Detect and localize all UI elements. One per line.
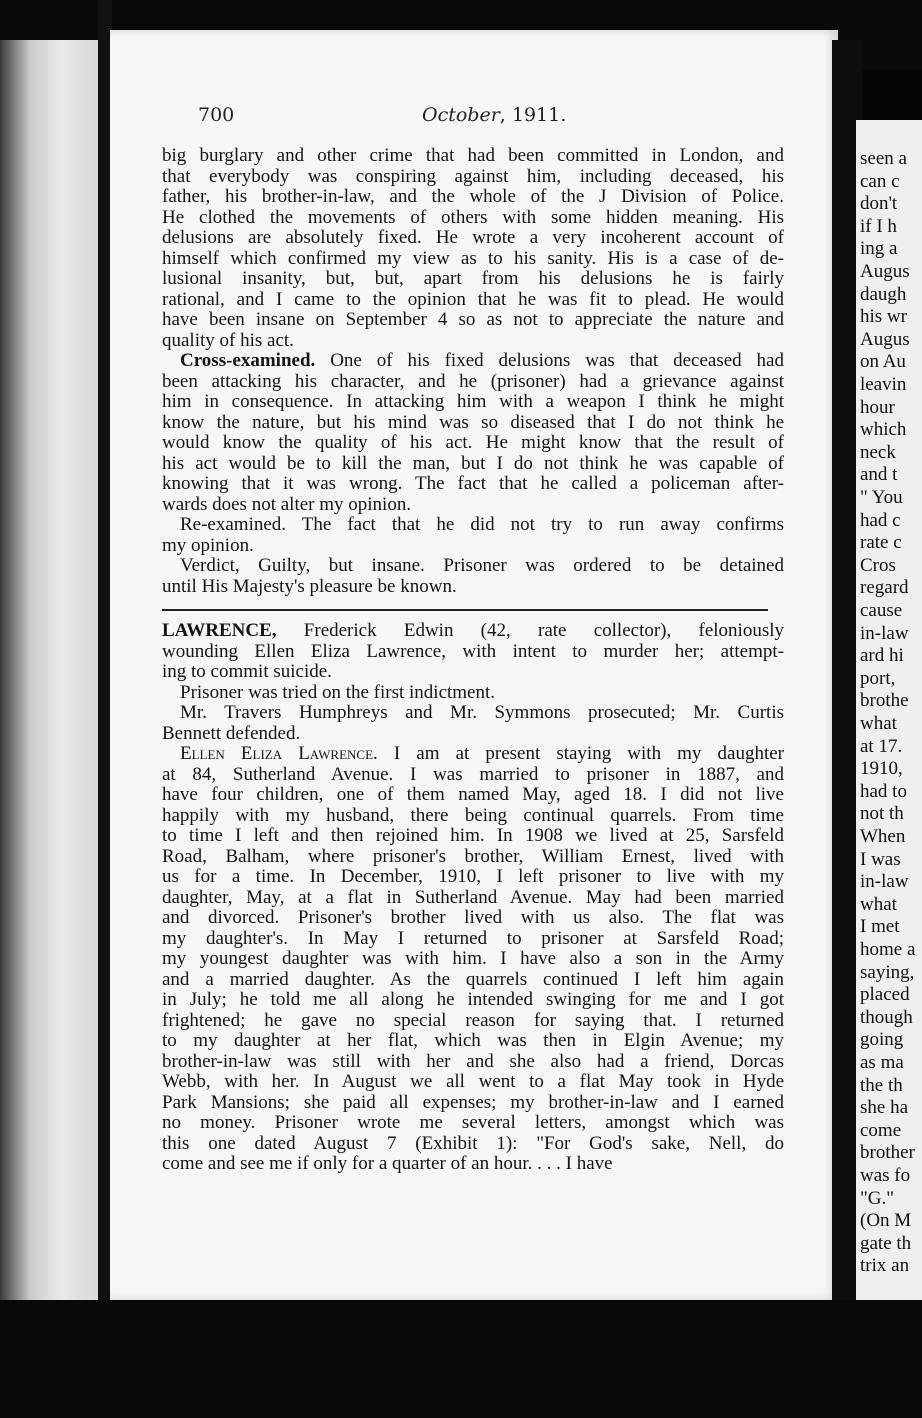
facing-page-line: I was xyxy=(860,848,901,870)
line-text: big burglary and other crime that had been committed in London, and xyxy=(162,145,784,166)
line-text: Webb, with her. In August we all went to a flat May took in Hyde xyxy=(162,1071,784,1092)
facing-page-line: if I h xyxy=(860,215,897,237)
facing-page-line: trix an xyxy=(860,1255,910,1277)
text-line xyxy=(162,290,784,311)
line-text: and a married daughter. As the quarrels continued I left him again xyxy=(162,968,784,990)
facing-page-line: gate th xyxy=(860,1232,912,1254)
facing-page-line: which xyxy=(860,419,907,441)
line-text: knowing that it was wrong. The fact that he called a policeman after- xyxy=(162,473,784,494)
text-line xyxy=(162,1113,784,1134)
facing-page-line: though xyxy=(860,1006,913,1028)
facing-page-line: what xyxy=(860,713,897,734)
line-text: wounding Ellen Eliza Lawrence, with intent to murder her; attempt- xyxy=(162,640,784,662)
line-text: I am at present staying with my daughter xyxy=(377,743,784,764)
facing-page-line: When xyxy=(860,826,906,847)
facing-page-line: on Au xyxy=(860,351,906,373)
page-body-text xyxy=(162,146,784,1175)
facing-page-line: saying, xyxy=(860,961,915,983)
facing-page-line: don't xyxy=(860,193,898,215)
facing-page-line: " You xyxy=(860,487,903,508)
facing-page-line: seen a xyxy=(860,148,907,169)
line-text: to my daughter at her flat, which was then in Elgin Avenue; my xyxy=(162,1030,784,1051)
text-line xyxy=(162,556,784,577)
facing-page-line: regard xyxy=(860,577,909,599)
line-text: father, his brother-in-law, and the whole of the J Division of Police. xyxy=(162,186,784,207)
text-line xyxy=(162,621,784,642)
line-text: Prisoner was tried on the first indictment. xyxy=(180,681,496,703)
text-line xyxy=(162,495,784,516)
line-text: daughter, May, at a flat in Sutherland Avenue. May had been married xyxy=(162,886,784,908)
line-text: wards does not alter my opinion. xyxy=(162,493,412,515)
line-text: Road, Balham, where prisoner's brother, William Ernest, lived with xyxy=(162,845,784,867)
facing-page-line: home a xyxy=(860,939,916,960)
line-text: his act would be to kill the man, but I do not think he was capable of xyxy=(162,452,784,474)
facing-page-line: leavin xyxy=(860,374,907,395)
header-year: , 1911. xyxy=(499,104,567,126)
line-text: Mr. Travers Humphreys and Mr. Symmons prosecuted; Mr. Curtis xyxy=(180,702,784,723)
line-text: rational, and I came to the opinion that he was fit to plead. He would xyxy=(162,288,784,310)
text-line xyxy=(162,847,784,868)
facing-page-line: Augus xyxy=(860,328,910,350)
text-line xyxy=(162,1031,784,1052)
line-text: brother-in-law was still with her and she also had a friend, Dorcas xyxy=(162,1050,784,1072)
text-line xyxy=(162,474,784,495)
text-line xyxy=(162,372,784,393)
previous-page-edge xyxy=(0,40,100,1340)
line-text: happily with my husband, there being continual quarrels. From time xyxy=(162,804,784,826)
line-text: One of his fixed delusions was that deceased had xyxy=(315,350,784,371)
witness-name: Ellen Eliza Lawrence. xyxy=(180,743,378,764)
facing-page-line: rate c xyxy=(860,532,902,554)
line-text: frightened; he gave no special reason for saying that. I returned xyxy=(162,1009,784,1031)
facing-page-line: ing a xyxy=(860,238,898,260)
facing-page-line: had c xyxy=(860,509,901,531)
line-text: Park Mansions; she paid all expenses; my brother-in-law and I earned xyxy=(162,1091,784,1113)
line-text: no money. Prisoner wrote me several letters, amongst which was xyxy=(162,1112,784,1133)
text-line xyxy=(162,826,784,847)
text-line xyxy=(162,392,784,413)
text-line xyxy=(162,269,784,290)
text-line xyxy=(162,187,784,208)
page-number: 700 xyxy=(198,104,235,126)
text-line xyxy=(162,208,784,229)
text-line xyxy=(162,536,784,557)
facing-page-line: Augus xyxy=(860,261,910,282)
facing-page-line: she ha xyxy=(860,1097,909,1119)
line-text: know the nature, but his mind was so diseased that I do not think he xyxy=(162,411,784,433)
facing-page-line: daugh xyxy=(860,283,907,305)
facing-page-line: the th xyxy=(860,1074,903,1096)
text-line xyxy=(162,454,784,475)
line-text: Bennett defended. xyxy=(162,722,301,744)
text-line xyxy=(162,888,784,909)
facing-page-line: Cros xyxy=(860,554,896,576)
text-line xyxy=(162,929,784,950)
line-text: He clothed the movements of others with some hidden meaning. His xyxy=(162,206,784,228)
bold-lead-text: Cross-examined. xyxy=(180,350,316,371)
facing-page-line: cause xyxy=(860,600,903,621)
text-line xyxy=(162,642,784,663)
facing-page-line: port, xyxy=(860,667,896,689)
line-text: this one dated August 7 (Exhibit 1): "For God's sake, Nell, do xyxy=(162,1132,784,1154)
line-text: Verdict, Guilty, but insane. Prisoner was ordered to be detained xyxy=(180,555,784,576)
facing-page-line: (On M xyxy=(860,1210,912,1232)
line-text: my opinion. xyxy=(162,534,254,556)
text-line xyxy=(162,1093,784,1114)
text-line xyxy=(162,949,784,970)
facing-page-line: not th xyxy=(860,803,904,825)
scan-bottom-border xyxy=(0,1300,922,1418)
bold-lead-text: LAWRENCE, xyxy=(162,620,277,641)
text-line xyxy=(162,577,784,598)
text-line xyxy=(162,990,784,1011)
text-line xyxy=(162,1011,784,1032)
line-text: Frederick Edwin (42, rate collector), feloniously xyxy=(276,620,784,641)
facing-page-line: "G." xyxy=(860,1187,894,1209)
line-text: us for a time. In December, 1910, I left prisoner to live with my xyxy=(162,866,784,887)
facing-page-line: at 17. xyxy=(860,735,903,757)
facing-page-line: what xyxy=(860,893,897,915)
text-line xyxy=(162,167,784,188)
facing-page-line: come xyxy=(860,1119,902,1141)
line-text: lusional insanity, but, but, apart from his delusions he is fairly xyxy=(162,268,784,289)
text-line xyxy=(162,331,784,352)
text-line xyxy=(162,413,784,434)
running-title xyxy=(422,104,566,126)
line-text: Re-examined. The fact that he did not try to run away confirms xyxy=(180,514,784,535)
facing-page-line: in-law xyxy=(860,622,909,644)
line-text: quality of his act. xyxy=(162,329,294,351)
facing-page-line: his wr xyxy=(860,306,907,328)
text-line xyxy=(162,765,784,786)
facing-page-line: I met xyxy=(860,916,900,938)
text-line xyxy=(162,1134,784,1155)
line-text: have four children, one of them named May, aged 18. I did not live xyxy=(162,784,784,805)
section-divider-rule xyxy=(162,609,768,611)
facing-page-line: was fo xyxy=(860,1165,911,1186)
facing-page-line: going xyxy=(860,1029,904,1051)
text-line xyxy=(162,970,784,991)
facing-page-line: hour xyxy=(860,396,895,418)
text-line xyxy=(162,515,784,536)
line-text: in July; he told me all along he intended swinging for me and I got xyxy=(162,989,784,1010)
line-text: until His Majesty's pleasure be known. xyxy=(162,575,457,597)
facing-page-line: brothe xyxy=(860,690,909,712)
facing-page-line: can c xyxy=(860,170,900,192)
line-text: and divorced. Prisoner's brother lived with us also. The flat was xyxy=(162,907,784,928)
line-text: my daughter's. In May I returned to prisoner at Sarsfeld Road; xyxy=(162,927,784,949)
line-text: at 84, Sutherland Avenue. I was married to prisoner in 1887, and xyxy=(162,763,784,785)
line-text: been attacking his character, and he (prisoner) had a grievance against xyxy=(162,370,784,392)
text-line xyxy=(162,703,784,724)
facing-page-fragment xyxy=(856,120,922,1300)
line-text: come and see me if only for a quarter of an hour. . . . I have xyxy=(162,1153,613,1174)
text-line xyxy=(162,1072,784,1093)
facing-page-line: had to xyxy=(860,780,907,802)
facing-page-line: as ma xyxy=(860,1052,904,1073)
text-line xyxy=(162,228,784,249)
text-line xyxy=(162,683,784,704)
line-text: him in consequence. In attacking him with a weapon I think he might xyxy=(162,391,784,412)
line-text: would know the quality of his act. He might know that the result of xyxy=(162,432,784,453)
facing-page-line: 1910, xyxy=(860,758,903,780)
facing-page-line: in-law xyxy=(860,871,909,893)
line-text: delusions are absolutely fixed. He wrote a very incoherent account of xyxy=(162,227,784,248)
text-line xyxy=(162,785,784,806)
facing-page-line: brother xyxy=(860,1142,915,1164)
facing-page-line: neck xyxy=(860,441,896,463)
text-line xyxy=(162,310,784,331)
header-month: October xyxy=(422,104,500,126)
facing-page-line: ard hi xyxy=(860,645,904,667)
text-line xyxy=(162,433,784,454)
text-line xyxy=(162,146,784,167)
facing-page-line: and t xyxy=(860,464,898,486)
line-text: ing to commit suicide. xyxy=(162,661,332,682)
text-line xyxy=(162,806,784,827)
text-line xyxy=(162,249,784,270)
line-text: himself which confirmed my view as to his sanity. His is a case of de- xyxy=(162,247,784,269)
text-line xyxy=(162,1052,784,1073)
facing-page-line: placed xyxy=(860,984,910,1006)
line-text: my youngest daughter was with him. I have also a son in the Army xyxy=(162,948,784,969)
text-line xyxy=(162,908,784,929)
text-line xyxy=(162,867,784,888)
text-line xyxy=(162,744,784,765)
text-line xyxy=(162,1154,784,1175)
line-text: to time I left and then rejoined him. In 1908 we lived at 25, Sarsfeld xyxy=(162,825,784,846)
line-text: have been insane on September 4 so as not to appreciate the nature and xyxy=(162,309,784,330)
text-line xyxy=(162,351,784,372)
text-line xyxy=(162,724,784,745)
text-line xyxy=(162,662,784,683)
line-text: that everybody was conspiring against him, including deceased, his xyxy=(162,165,784,187)
